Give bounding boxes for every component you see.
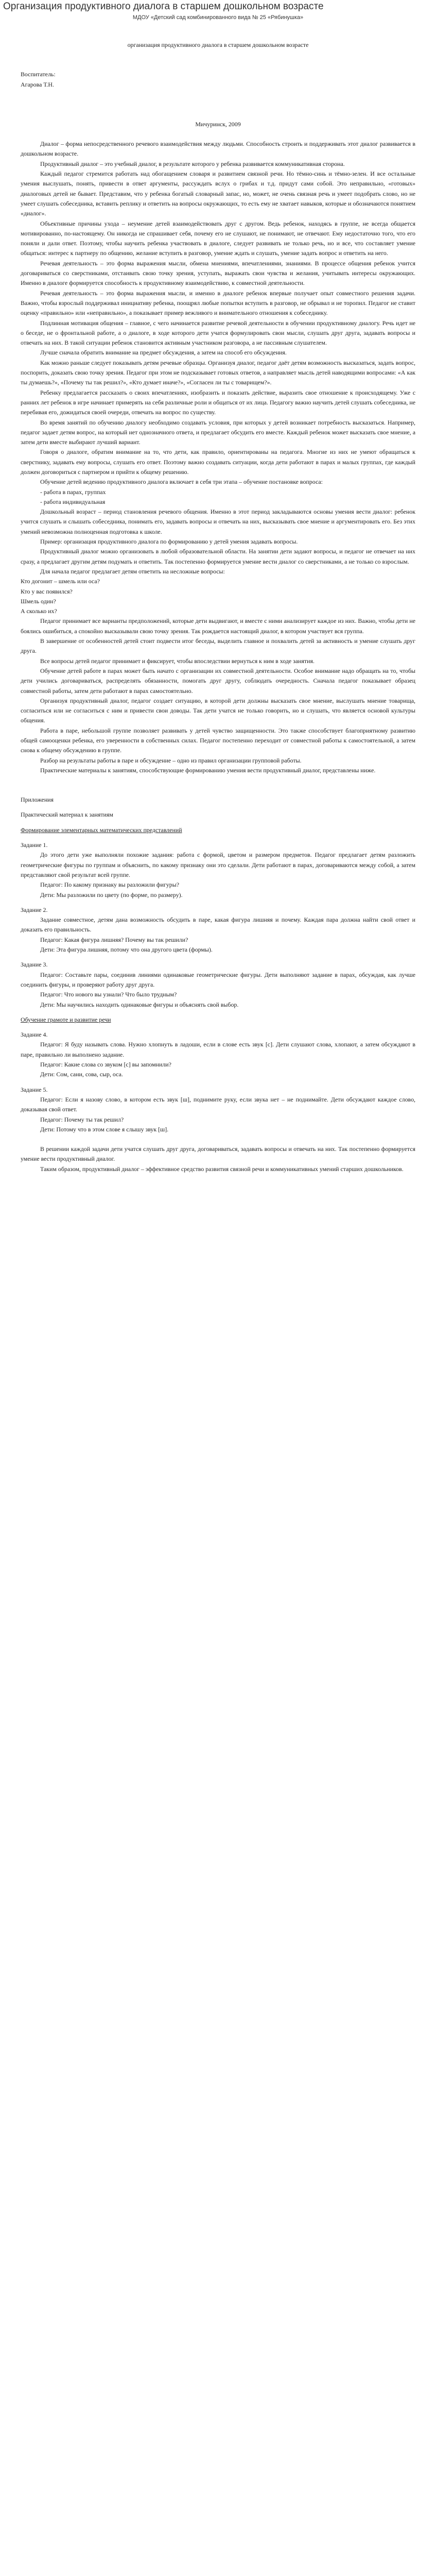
appendix-section: Обучение грамоте и развитие речи (21, 1015, 111, 1023)
task-text: Педагог: Если я назову слово, в котором есть звук [ш], поднимите руку, если звука нет – не поднимайте. Дети обсуждают каждое слово, доказывая свой ответ. (21, 1095, 415, 1113)
paragraph: Каждый педагог стремится работать над обогащением словаря и развитием связной речи. Но тёмно-синь и тёмно-зелен. И все остальные умения выслушать, понять, привести в ответ аргументы, рассуждать вслух о грибах и т.д. придут сами собой. Это неправильно, «готовых» диалоговых детей не бывает. Представим, что у ребенка богатый словарный запас, но, может, не очень связная речь и умеет подобрать слово, но не умеет слушать собеседника, вставить реплику и ответить на вопросы окружающих, то есть ему не хватает навыков, которые и обозначаются понятием «диалог». (21, 170, 415, 217)
paragraph: Практические материалы к занятиям, способствующие формированию умения вести продуктивный диалог, представлены ниже. (40, 766, 376, 774)
task-answer: Дети: Потому что в этом слове я слышу звук [ш]. (40, 1125, 169, 1133)
task-label: Задание 5. (21, 1086, 48, 1093)
task-label: Задание 3. (21, 961, 48, 969)
paragraph: Дошкольный возраст – период становления речевого общения. Именно в этот период закладываются основы умения вести диалог: ребенок учится слушать и слышать собеседника, понимать его, задавать вопросы и отвечать на них, высказывать свое мнение и аргументировать его. Без этих умений невозможна полноценная подготовка к школе. (21, 508, 415, 535)
task-text: Задание совместное, детям дана возможность обсудить в паре, какая фигура лишняя и почему. Каждая пара должна найти свой ответ и доказать его правильность. (21, 916, 415, 934)
paragraph: Речевая деятельность – это форма выражения мысли, и именно в диалоге ребенок впервые получает опыт совместного решения задачи. Важно, чтобы взрослый поддерживал инициативу ребенка, поощрял любые попытки вступить в разговор, не обрывал и не торопил. Педагог не ставит оценку «правильно» или «неправильно», а показывает пример вежливого и внимательного отношения к собеседнику. (21, 289, 415, 317)
paragraph: Объективные причины ухода – неумение детей взаимодействовать друг с другом. Ведь ребенок, находясь в группе, не всегда общается мотивированно, по-настоящему. Он никогда не спрашивает себя, почему его не слушают, не понимают, не отвечают. Ему недостаточно того, что его поняли и дали ответ. Поэтому, чтобы научить ребенка участвовать в диалоге, следует развивать не только речь, но и все, что составляет умение общаться: интерес к партнеру по общению, желание вступить в разговор, умение ждать и слушать, умение задать вопрос и ответить на него. (21, 219, 415, 257)
paragraph: Подлинная мотивация общения – главное, с чего начинается развитие речевой деятельности в обучении продуктивному диалогу. Речь идет не о беседе, не о фронтальной работе, а о диалоге, в ходе которого дети учатся формулировать свои мысли, слушать друг друга, задавать вопросы и отвечать на них. В такой ситуации ребенок становится активным участником разговора, а не пассивным слушателем. (21, 319, 415, 347)
paragraph: Речевая деятельность – это форма выражения мысли, обмена мнениями, впечатлениями, знаниями. В процессе общения ребенок учится договариваться со сверстниками, отстаивать свою точку зрения, уступать, выражать свои чувства и желания, учитывать интересы окружающих. Именно в диалоге формируется способность к продуктивному взаимодействию, к совместной деятельности. (21, 259, 415, 287)
task-answer: Дети: Сом, сани, сова, сыр, оса. (40, 1071, 123, 1078)
question-line: Шмель один? (21, 597, 56, 605)
paragraph: Все вопросы детей педагог принимает и фиксирует, чтобы впоследствии вернуться к ним в ходе занятия. (40, 657, 315, 665)
task-label: Задание 2. (21, 906, 48, 913)
paragraph: Организуя продуктивный диалог, педагог создает ситуацию, в которой дети должны высказать свое мнение, выслушать мнение товарища, согласиться или не согласиться с ним и привести свои доводы. Так дети учатся не только говорить, но и слушать, что является основой культуры общения. (21, 697, 415, 724)
paragraph: Работа в паре, небольшой группе позволяет развивать у детей чувство защищенности. Это также способствует благоприятному развитию общей самооценки ребенка, его уверенности в собственных силах. Педагог постепенно переходит от совместной работы к самостоятельной, а затем снова к общему обсуждению в группе. (21, 726, 415, 754)
paragraph: Ребенку предлагается рассказать о своих впечатлениях, изобразить и показать действие, выразить свое отношение к происходящему. Уже с ранних лет ребенок в игре начинает примерять на себя различные роли и общаться от их лица. Педагогу важно научить детей слушать собеседника, не перебивая его, дожидаться своей очереди, отвечать на вопрос по существу. (21, 388, 415, 416)
paragraph: Говоря о диалоге, обратим внимание на то, что дети, как правило, ориентированы на педагога. Многие из них не умеют обращаться к сверстнику, задавать ему вопросы, слушать его ответ. Поэтому важно создавать ситуации, когда дети работают в парах и малых группах, где каждый должен договориться с партнером и прийти к общему решению. (21, 448, 415, 476)
topic-line: организация продуктивного диалога в старшем дошкольном возрасте (127, 41, 309, 48)
appendix-section: Формирование элементарных математических представлений (21, 826, 182, 834)
teacher-label: Воспитатель: (21, 71, 56, 78)
appendix-subtitle: Практический материал к занятиям (21, 811, 113, 819)
paragraph: Продуктивный диалог – это учебный диалог, в результате которого у ребенка развивается коммуникативная сторона. (40, 160, 345, 167)
task-question: Педагог: По какому признаку вы разложили фигуры? (40, 881, 179, 889)
page-title: Организация продуктивного диалога в старшем дошкольном возрасте (3, 1, 324, 12)
paragraph: Педагог принимает все варианты предположений, которые дети выдвигают, и вместе с ними анализирует каждое из них. Важно, чтобы дети не боялись ошибиться, а спокойно высказывали свою точку зрения. Так рождается настоящий диалог, в котором участвует вся группа. (21, 617, 415, 635)
list-item: - работа индивидуальная (40, 498, 106, 505)
paragraph: Обучение детей ведению продуктивного диалога включает в себя три этапа – обучение постановке вопроса: (40, 478, 323, 486)
task-answer: Дети: Мы научились находить одинаковые фигуры и объяснять свой выбор. (40, 1001, 239, 1008)
list-item: - работа в парах, группах (40, 488, 106, 496)
paragraph: Лучше сначала обратить внимание на предмет обсуждения, а затем на способ его обсуждения. (40, 349, 287, 357)
kindergarten-name: МДОУ «Детский сад комбинированного вида № 25 «Рябинушка» (132, 14, 304, 21)
closing-paragraph: Таким образом, продуктивный диалог – эффективное средство развития связной речи и коммуникативных умений старших дошкольников. (40, 1165, 404, 1173)
paragraph: Диалог – форма непосредственного речевого взаимодействия между людьми. Способность строить и поддерживать этот диалог развивается в дошкольном возрасте. (21, 140, 415, 158)
paragraph: Как можно раньше следует показывать детям речевые образцы. Организуя диалог, педагог даёт детям возможность высказаться, задать вопрос, поспорить, доказать свою точку зрения. Педагог при этом не подсказывает готовых ответов, а направляет мысль детей наводящими вопросами: «А как ты думаешь?», «Почему ты так решил?», «Кто думает иначе?», «Согласен ли ты с товарищем?». (21, 359, 415, 386)
paragraph: Продуктивный диалог можно организовать в любой образовательной области. На занятии дети задают вопросы, и педагог не отвечает на них сразу, а предлагает другим детям подумать и ответить. Так постепенно формируется умение вести диалог со сверстниками, а не только со взрослым. (21, 548, 415, 565)
task-label: Задание 1. (21, 841, 48, 849)
paragraph: Пример: организация продуктивного диалога по формированию у детей умения задавать вопросы. (40, 538, 298, 546)
appendix-title: Приложения (21, 796, 54, 804)
paragraph: Во время занятий по обучению диалогу необходимо создавать условия, при которых у детей возникает потребность высказаться. Например, педагог задает детям вопрос, на который нет однозначного ответа, и предлагает обсудить его вместе. Каждый ребенок может высказать свое мнение, а затем дети вместе выбирают лучший вариант. (21, 418, 415, 446)
task-text: До этого дети уже выполняли похожие задания: работа с формой, цветом и размером предметов. Педагог предлагает детям разложить геометрические фигуры по группам и объяснить, по какому признаку они это сделали. Дети работают в парах, договариваются между собой, а затем представляют свой результат всей группе. (21, 851, 415, 878)
question-line: Кто у вас появился? (21, 587, 73, 595)
question-line: Кто догонит – шмель или оса? (21, 578, 100, 585)
task-question: Педагог: Почему ты так решил? (40, 1115, 124, 1123)
document-body (0, 40, 436, 1174)
task-answer: Дети: Мы разложили по цвету (по форме, по размеру). (40, 891, 183, 899)
question-line: А сколько их? (21, 607, 57, 615)
closing-paragraph: В решении каждой задачи дети учатся слушать друг друга, договариваться, задавать вопросы и отвечать на них. Так постепенно формируется умение вести продуктивный диалог. (21, 1145, 415, 1163)
task-text: Педагог: Я буду называть слова. Нужно хлопнуть в ладоши, если в слове есть звук [с]. Дети слушают слова, хлопают, а затем обсуждают в паре, правильно ли выполнено задание. (21, 1041, 415, 1058)
paragraph: В завершение от особенностей детей стоит подвести итог беседы, выделить главное и похвалить детей за активность и умение слушать друг друга. (21, 637, 415, 655)
paragraph: Разбор на результаты работы в паре и обсуждение – одно из правил организации групповой работы. (40, 756, 302, 764)
task-question: Педагог: Какая фигура лишняя? Почему вы так решили? (40, 936, 188, 943)
place-year: Мичуринск, 2009 (195, 120, 241, 128)
paragraph: Для начала педагог предлагает детям ответить на несложные вопросы: (40, 567, 225, 575)
task-text: Педагог: Составьте пары, соединив линиями одинаковые геометрические фигуры. Дети выполняют задание в парах, обсуждая, как лучше соединить фигуры, и проверяют работу друг друга. (21, 971, 415, 988)
task-answer: Дети: Эта фигура лишняя, потому что она другого цвета (формы). (40, 946, 213, 954)
task-label: Задание 4. (21, 1031, 48, 1039)
task-question: Педагог: Что нового вы узнали? Что было трудным? (40, 991, 177, 998)
task-question: Педагог: Какие слова со звуком [с] вы запомнили? (40, 1061, 171, 1069)
paragraph: Обучение детей работе в парах может быть начато с организации их совместной деятельности. Особое внимание надо обращать на то, чтобы дети учились договариваться, распределять обязанности, помогать друг другу, соблюдать очередность. Сначала педагог показывает образец совместной работы, затем дети работают в парах самостоятельно. (21, 667, 415, 694)
teacher-name: Агарова Т.Н. (21, 80, 54, 88)
